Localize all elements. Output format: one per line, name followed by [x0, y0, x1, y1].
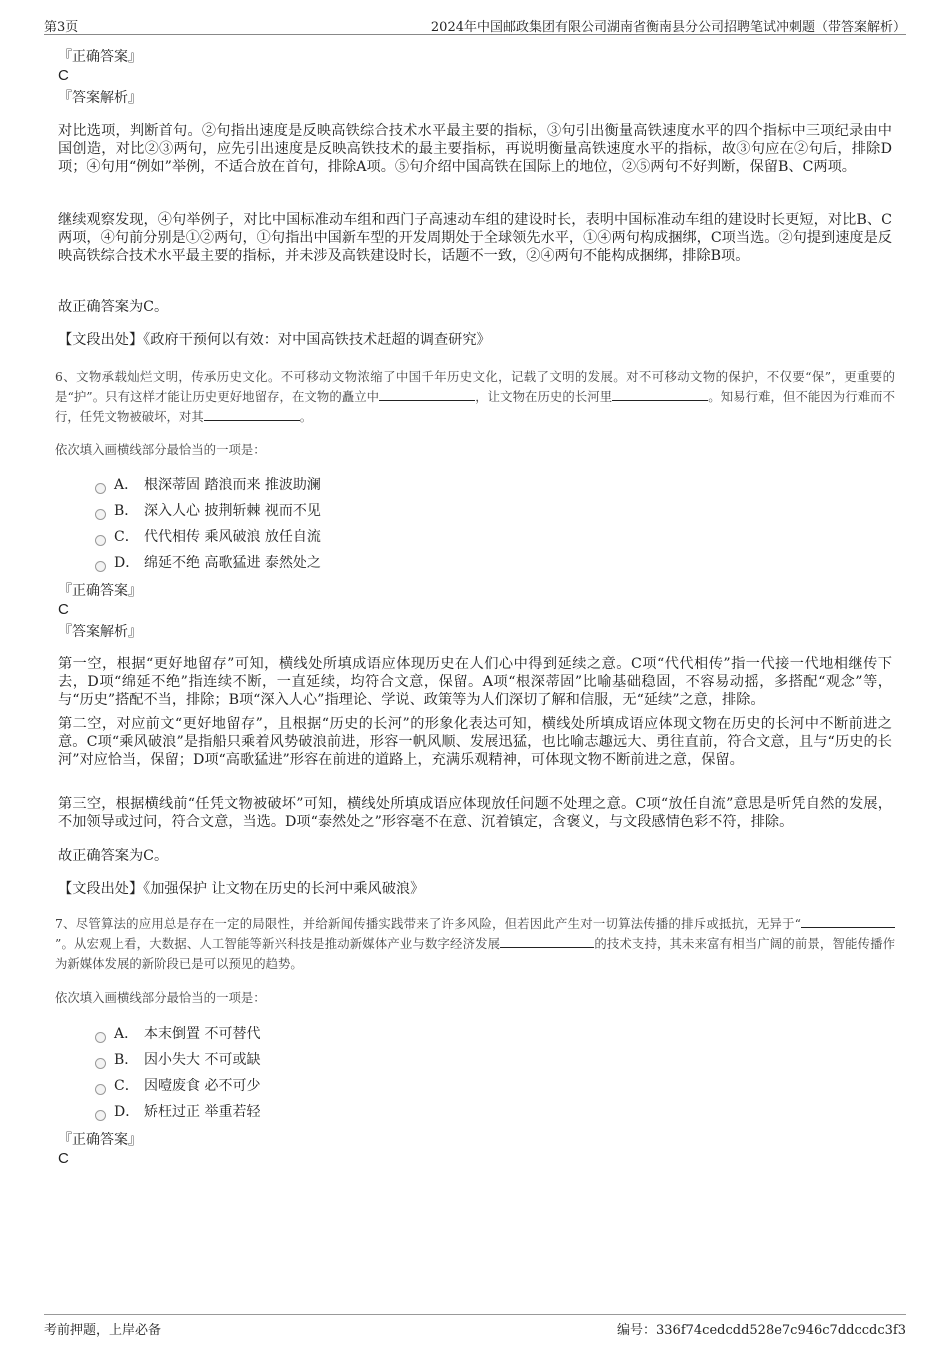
- fill-blank: [204, 408, 300, 421]
- radio-icon[interactable]: [95, 1084, 106, 1095]
- question-text-part: 6、文物承载灿烂文明，传承历史文化。不可移动文物浓缩了中国千年历史文化，记载了文明的发展。对不可移动文物的保护，不仅要“保”，更重要的是“护”。只有这样才能让历史更好地留存，在文物的矗立中: [55, 369, 895, 404]
- option-b[interactable]: [95, 502, 321, 520]
- radio-icon[interactable]: [95, 535, 106, 546]
- analysis-paragraph: 继续观察发现，④句举例子，对比中国标准动车组和西门子高速动车组的建设时长，表明中国标准动车组的建设时长更短，对比B、C两项，④句前分别是①②两句，①句指出中国新车型的开发周期处于全球领先水平，①④两句构成捆绑，C项当选。②句提到速度是反映高铁综合技术水平最主要的指标，并未涉及高铁建设时长，话题不一致，②④两句不能构成捆绑，排除B项。: [58, 212, 892, 264]
- question-text-part: 。: [299, 409, 313, 424]
- option-text: 本末倒置 不可替代: [144, 1026, 261, 1042]
- analysis-conclusion: 故正确答案为C。: [58, 299, 169, 315]
- option-a[interactable]: [95, 1025, 260, 1043]
- option-b[interactable]: [95, 1051, 260, 1069]
- question-text-part: 。知易行难，但不能因为行难而不行，任凭文物被破坏，对其: [55, 389, 896, 424]
- option-text: 深入人心 披荆斩棘 视而不见: [144, 503, 321, 519]
- option-a[interactable]: [95, 476, 321, 494]
- passage-source: 【文段出处】《政府干预何以有效：对中国高铁技术赶超的调查研究》: [58, 332, 491, 348]
- correct-answer-value: C: [58, 67, 69, 84]
- radio-icon[interactable]: [95, 509, 106, 520]
- correct-answer-value: C: [58, 1150, 69, 1167]
- option-text: 矫枉过正 举重若轻: [144, 1104, 261, 1120]
- option-letter: B．: [114, 503, 139, 519]
- option-text: 绵延不绝 高歌猛进 泰然处之: [144, 555, 321, 571]
- document-title: 2024年中国邮政集团有限公司湖南省衡南县分公司招聘笔试冲刺题（带答案解析）: [430, 20, 906, 35]
- analysis-paragraph: 第一空，根据“更好地留存”可知，横线处所填成语应体现历史在人们心中得到延续之意。C项“代代相传”指一代接一代地相继传下去，D项“绵延不绝”指连续不断，一直延续，均符合文意，保留。A项“根深蒂固”比喻基础稳固，不容易动摇，多搭配“观念”等，与“历史”搭配不当，排除；B项“深入人心”指理论、学说、政策等为人们深切了解和信服，无“延续”之意，排除。: [58, 656, 892, 708]
- question-prompt: 依次填入画横线部分最恰当的一项是：: [55, 442, 266, 457]
- option-text: 因小失大 不可或缺: [144, 1052, 261, 1068]
- fill-blank: [500, 935, 594, 948]
- option-d[interactable]: [95, 1103, 260, 1121]
- option-letter: C．: [114, 1078, 139, 1094]
- fill-blank: [379, 388, 475, 401]
- option-letter: D．: [114, 1104, 140, 1120]
- analysis-label: 『答案解析』: [58, 624, 142, 640]
- fill-blank: [801, 915, 895, 928]
- radio-icon[interactable]: [95, 1110, 106, 1121]
- page-number: 第3页: [44, 20, 79, 35]
- passage-source: 【文段出处】《加强保护 让文物在历史的长河中乘风破浪》: [58, 881, 425, 897]
- analysis-paragraph: 第三空，根据横线前“任凭文物被破坏”可知，横线处所填成语应体现放任问题不处理之意。C项“放任自流”意思是听凭自然的发展，不加领导或过问，符合文意，当选。D项“泰然处之”形容毫不在意、沉着镇定，含褒义，与文段感情色彩不符，排除。: [58, 796, 892, 830]
- fill-blank: [612, 388, 708, 401]
- footer-slogan: 考前押题，上岸必备: [44, 1323, 162, 1338]
- option-text: 因噎废食 必不可少: [144, 1078, 261, 1094]
- question-7-text: [55, 914, 895, 974]
- option-c[interactable]: [95, 1077, 260, 1095]
- correct-answer-label: 『正确答案』: [58, 583, 142, 599]
- option-d[interactable]: [95, 554, 321, 572]
- page-header: [44, 14, 906, 35]
- radio-icon[interactable]: [95, 561, 106, 572]
- option-letter: A．: [114, 477, 139, 493]
- radio-icon[interactable]: [95, 483, 106, 494]
- option-letter: B．: [114, 1052, 139, 1068]
- option-c[interactable]: [95, 528, 321, 546]
- analysis-paragraph: 第二空，对应前文“更好地留存”，且根据“历史的长河”的形象化表达可知，横线处所填成语应体现文物在历史的长河中不断前进之意。C项“乘风破浪”是指船只乘着风势破浪前进，形容一帆风顺、发展迅猛，也比喻志趣远大、勇往直前，符合文意，且与“历史的长河”对应恰当，保留；D项“高歌猛进”形容在前进的道路上，充满乐观精神，可体现文物不断前进之意，保留。: [58, 716, 892, 768]
- correct-answer-label: 『正确答案』: [58, 49, 142, 65]
- option-text: 代代相传 乘风破浪 放任自流: [144, 529, 321, 545]
- option-letter: D．: [114, 555, 140, 571]
- document-id: 编号：336f74cedcdd528e7c946c7ddccdc3f3: [617, 1323, 906, 1338]
- question-text-part: ”。从宏观上看，大数据、人工智能等新兴科技是推动新媒体产业与数字经济发展: [55, 936, 501, 951]
- analysis-conclusion: 故正确答案为C。: [58, 848, 169, 864]
- question-text-part: 的技术支持，其未来富有相当广阔的前景，智能传播作为新媒体发展的新阶段已是可以预见的趋势。: [55, 936, 895, 971]
- radio-icon[interactable]: [95, 1032, 106, 1043]
- analysis-label: 『答案解析』: [58, 90, 142, 106]
- radio-icon[interactable]: [95, 1058, 106, 1069]
- option-letter: A．: [114, 1026, 139, 1042]
- correct-answer-label: 『正确答案』: [58, 1132, 142, 1148]
- analysis-paragraph: 对比选项，判断首句。②句指出速度是反映高铁综合技术水平最主要的指标，③句引出衡量高铁速度水平的四个指标中三项纪录由中国创造，对比②③两句，应先引出速度是反映高铁技术的最主要指标，再说明衡量高铁速度水平的指标，故③句应在②句后，排除D项；④句用“例如”举例，不适合放在首句，排除A项。⑤句介绍中国高铁在国际上的地位，②⑤两句不好判断，保留B、C两项。: [58, 123, 892, 175]
- question-6-text: [55, 367, 895, 427]
- page-footer: [44, 1314, 906, 1337]
- question-text-part: 7、尽管算法的应用总是存在一定的局限性，并给新闻传播实践带来了许多风险，但若因此产生对一切算法传播的排斥或抵抗，无异于“: [55, 916, 801, 931]
- correct-answer-value: C: [58, 601, 69, 618]
- question-text-part: ，让文物在历史的长河里: [475, 389, 613, 404]
- option-letter: C．: [114, 529, 139, 545]
- option-text: 根深蒂固 踏浪而来 推波助澜: [144, 477, 321, 493]
- question-prompt: 依次填入画横线部分最恰当的一项是：: [55, 990, 266, 1005]
